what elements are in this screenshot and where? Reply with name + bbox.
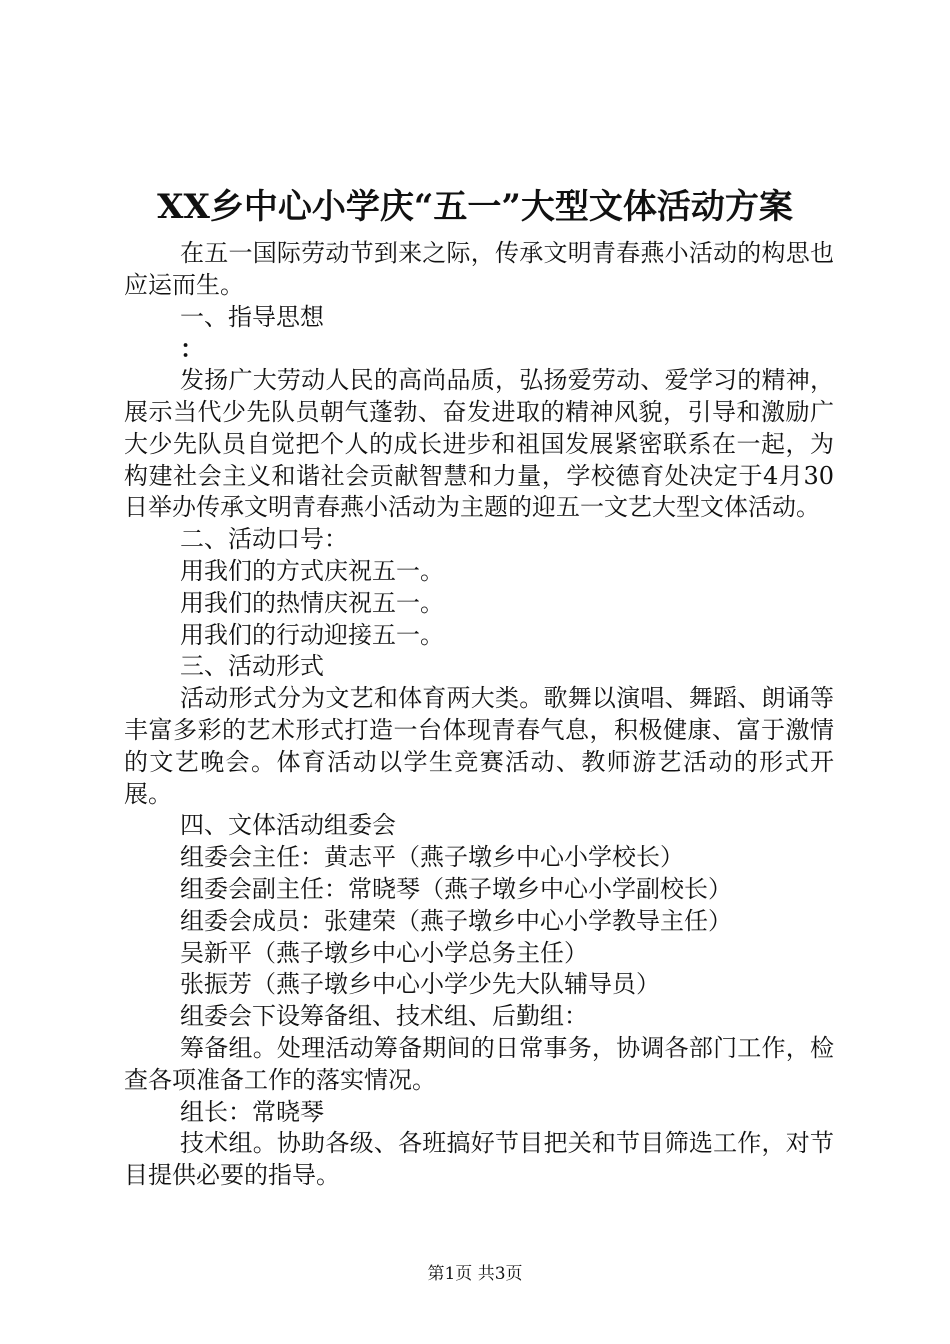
committee-deputy-director: 组委会副主任：常晓琴（燕子墩乡中心小学副校长）	[180, 874, 732, 903]
paragraph-preparation-group: 筹备组。处理活动筹备期间的日常事务，协调各部门工作，检查各项准备工作的落实情况。	[124, 1033, 834, 1094]
slogan-line-2: 用我们的热情庆祝五一。	[180, 588, 444, 617]
document-title: XX乡中心小学庆“五一”大型文体活动方案	[157, 187, 793, 227]
heading-slogan: 二、活动口号：	[180, 525, 348, 554]
committee-member-3: 张振芳（燕子墩乡中心小学少先大队辅导员）	[180, 970, 660, 999]
paragraph-intro: 在五一国际劳动节到来之际，传承文明青春燕小活动的构思也应运而生。	[124, 239, 834, 299]
committee-subgroups: 组委会下设筹备组、技术组、后勤组：	[180, 1002, 588, 1031]
heading-organizing-committee: 四、文体活动组委会	[180, 811, 396, 840]
paragraph-guiding-ideology: 发扬广大劳动人民的高尚品质，弘扬爱劳动、爱学习的精神，展示当代少先队员朝气蓬勃、奋发进取的精神风貌，引导和激励广大少先队员自觉把个人的成长进步和祖国发展紧密联系在一起，为构建社会主义和谐社会贡献智慧和力量，学校德育处决定于4月30日举办传承文明青春燕小活动为主题的迎五一文艺大型文体活动。	[124, 366, 834, 522]
preparation-group-leader: 组长：常晓琴	[180, 1097, 324, 1126]
heading-activity-form: 三、活动形式	[180, 652, 324, 681]
slogan-line-1: 用我们的方式庆祝五一。	[180, 556, 444, 585]
document-body	[124, 238, 834, 1192]
paragraph-technical-group: 技术组。协助各级、各班搞好节目把关和节目筛选工作，对节目提供必要的指导。	[124, 1129, 834, 1190]
committee-director: 组委会主任：黄志平（燕子墩乡中心小学校长）	[180, 843, 684, 872]
slogan-line-3: 用我们的行动迎接五一。	[180, 620, 444, 649]
heading-guiding-ideology: 一、指导思想	[180, 302, 324, 331]
paragraph-activity-form: 活动形式分为文艺和体育两大类。歌舞以演唱、舞蹈、朗诵等丰富多彩的艺术形式打造一台体现青春气息，积极健康、富于激情的文艺晚会。体育活动以学生竞赛活动、教师游艺活动的形式开展。	[124, 684, 834, 808]
page-footer: 第1页 共3页	[427, 1264, 523, 1284]
committee-member-2: 吴新平（燕子墩乡中心小学总务主任）	[180, 938, 588, 967]
paragraph-colon: ：	[180, 334, 204, 364]
committee-member-1: 组委会成员：张建荣（燕子墩乡中心小学教导主任）	[180, 906, 732, 935]
